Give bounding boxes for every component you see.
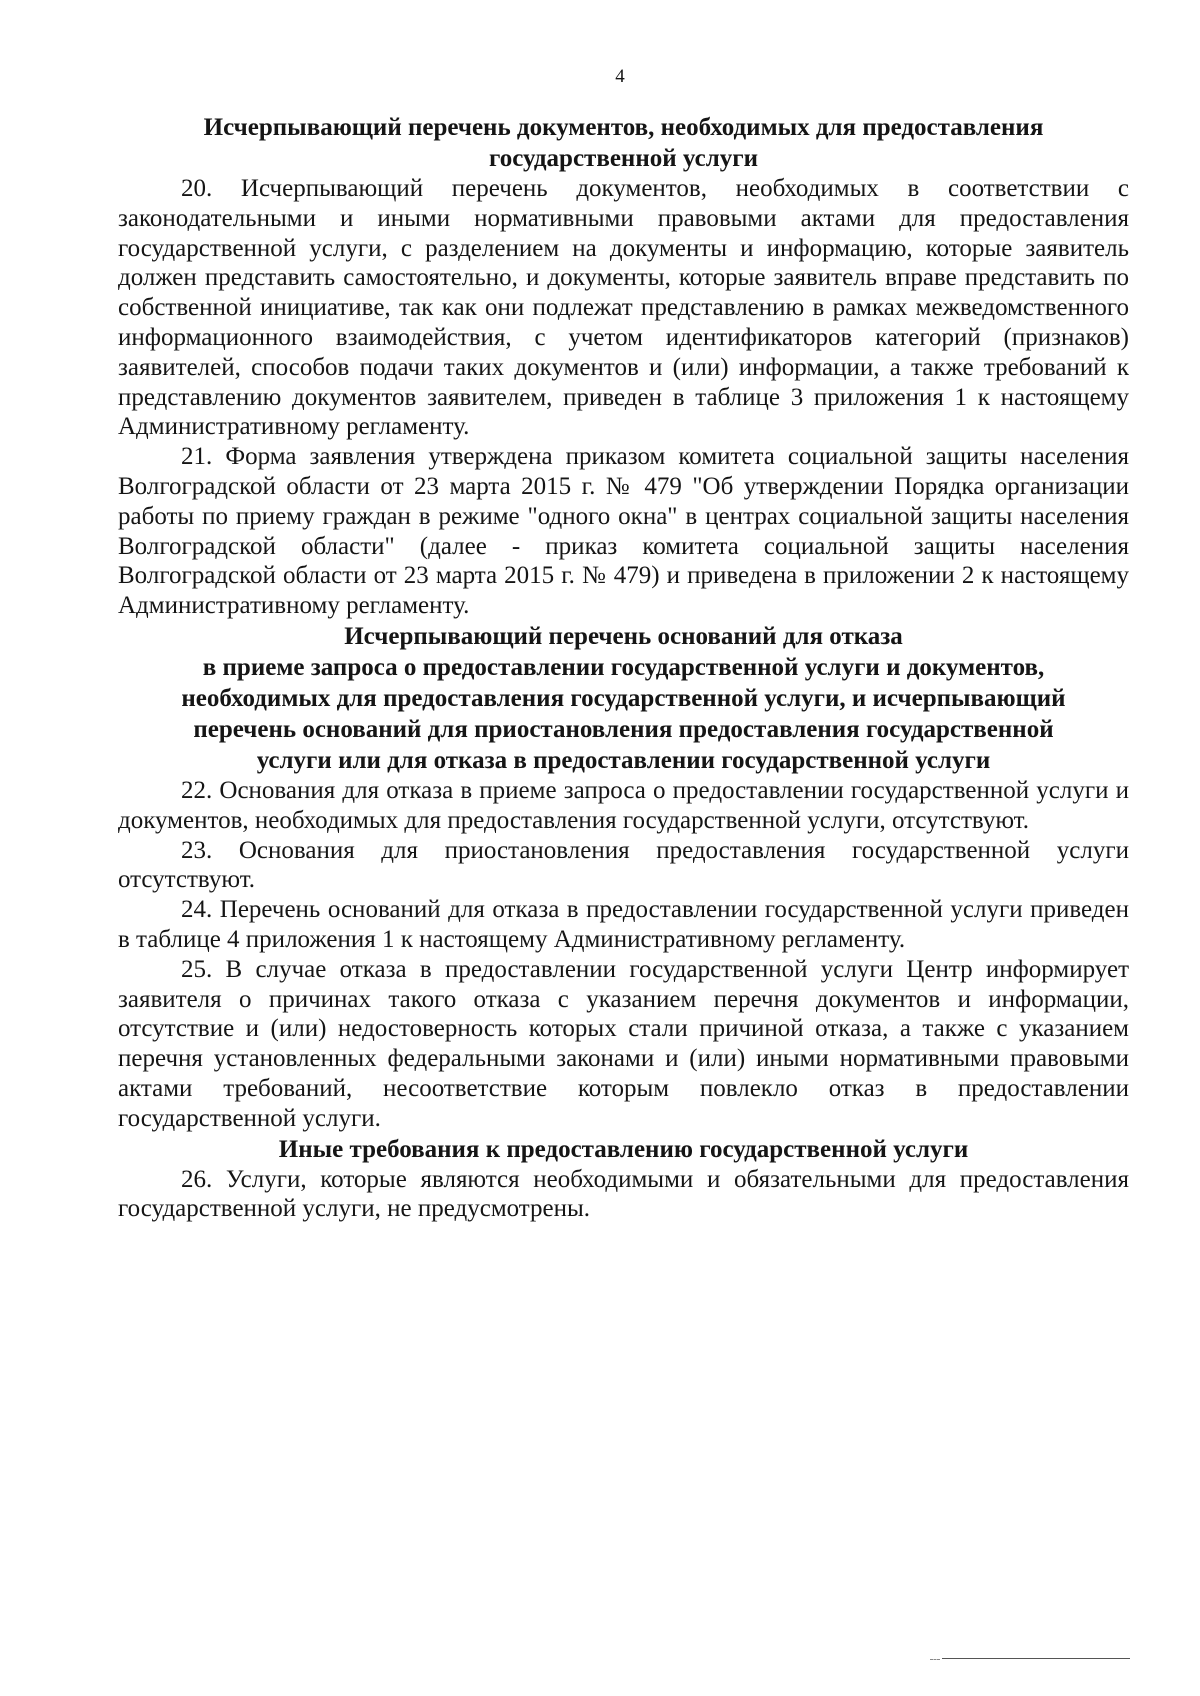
footer-rule-dash (930, 1659, 940, 1660)
paragraph-26: 26. Услуги, которые являются необходимыми и обязательными для предоставления государственной услуги, не предусмотрены. (118, 1165, 1129, 1223)
footer-rule (942, 1658, 1130, 1659)
document-body (118, 112, 1129, 1224)
paragraph-21: 21. Форма заявления утверждена приказом комитета социальной защиты населения Волгоградской области от 23 марта 2015 г. № 479 "Об утверждении Порядка организации работы по приему граждан в режиме "одного окна" в центрах социальной защиты населения Волгоградской области" (далее - приказ комитета социальной защиты населения Волгоградской области от 23 марта 2015 г. № 479) и приведена в приложении 2 к настоящему Административному регламенту. (118, 443, 1129, 620)
heading-line: услуги или для отказа в предоставлении государственной услуги (256, 746, 991, 774)
section-heading-documents-list (118, 112, 1129, 174)
page-number: 4 (615, 66, 625, 87)
paragraph-23: 23. Основания для приостановления предоставления государственной услуги отсутствуют. (118, 836, 1129, 894)
heading-line: Исчерпывающий перечень оснований для отказа (344, 622, 903, 650)
heading-line: Исчерпывающий перечень документов, необходимых для предоставления (203, 114, 1044, 141)
heading-line: перечень оснований для приостановления предоставления государственной (193, 715, 1054, 743)
heading-line: необходимых для предоставления государственной услуги, и исчерпывающий (181, 684, 1066, 712)
paragraph-24: 24. Перечень оснований для отказа в предоставлении государственной услуги приведен в таблице 4 приложения 1 к настоящему Административному регламенту. (118, 896, 1129, 953)
heading-line: государственной услуги (488, 145, 759, 172)
section-heading-refusal-grounds (118, 621, 1129, 776)
section-heading-other-requirements (118, 1134, 1129, 1165)
heading-line: Иные требования к предоставлению государственной услуги (278, 1135, 969, 1163)
paragraph-25: 25. В случае отказа в предоставлении государственной услуги Центр информирует заявителя о причинах такого отказа с указанием перечня документов и информации, отсутствие и (или) недостоверность которых стали причиной отказа, а также с указанием перечня установленных федеральными законами и (или) иными нормативными правовыми актами требований, несоответствие которым повлекло отказ в предоставлении государственной услуги. (118, 955, 1129, 1132)
paragraph-20: 20. Исчерпывающий перечень документов, необходимых в соответствии с законодательными и иными нормативными правовыми актами для предоставления государственной услуги, с разделением на документы и информацию, которые заявитель должен представить самостоятельно, и документы, которые заявитель вправе представить по собственной инициативе, так как они подлежат представлению в рамках межведомственного информационного взаимодействия, с учетом идентификаторов категорий (признаков) заявителей, способов подачи таких документов и (или) информации, а также требований к представлению документов заявителем, приведен в таблице 3 приложения 1 к настоящему Административному регламенту. (118, 175, 1129, 441)
heading-line: в приеме запроса о предоставлении государственной услуги и документов, (202, 653, 1045, 681)
paragraph-22: 22. Основания для отказа в приеме запроса о предоставлении государственной услуги и документов, необходимых для предоставления государственной услуги, отсутствуют. (118, 776, 1129, 834)
